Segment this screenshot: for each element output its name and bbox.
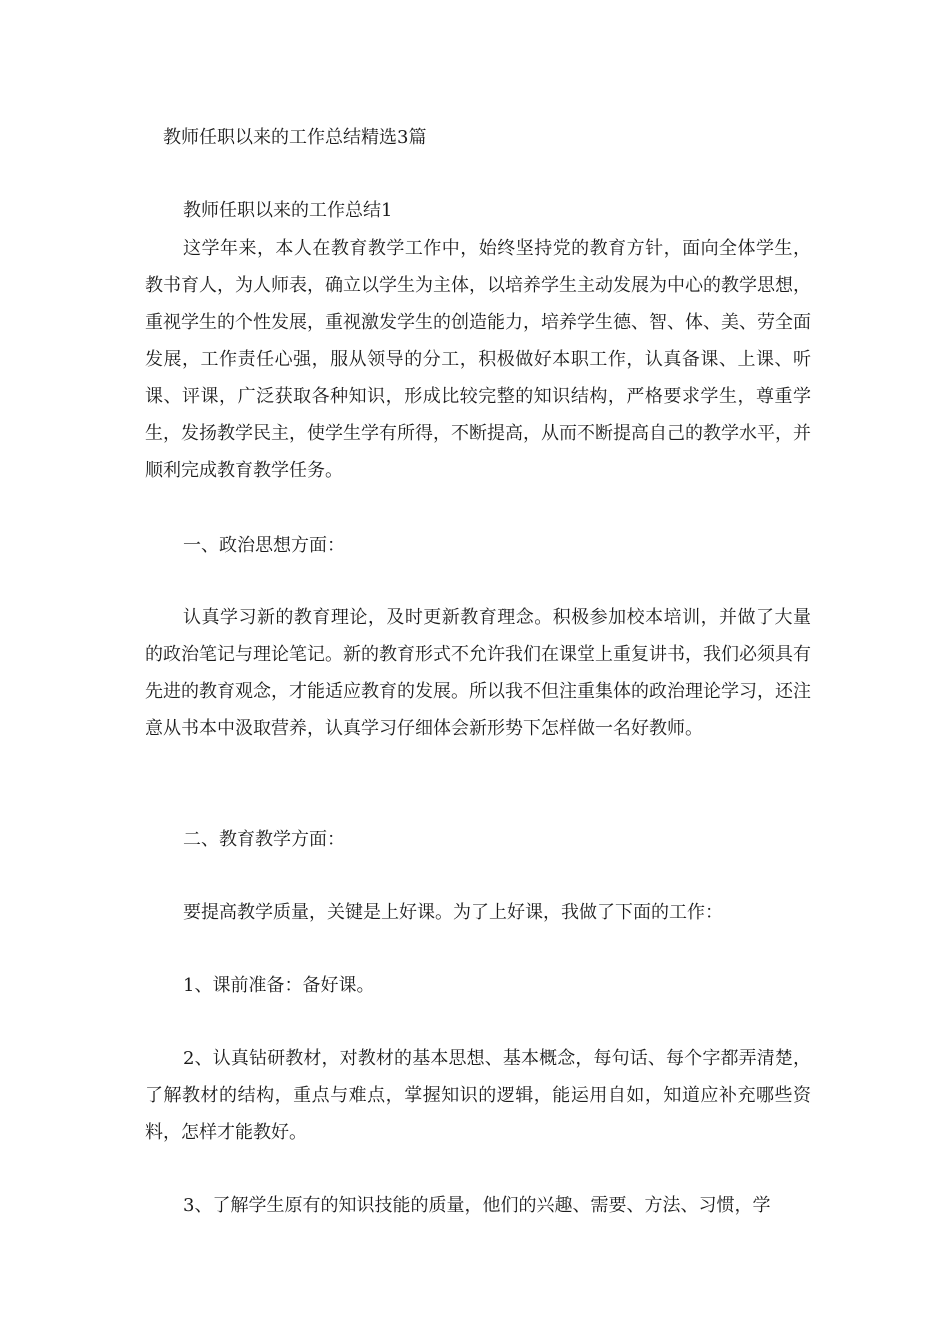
document-title: 教师任职以来的工作总结精选3篇 xyxy=(163,127,427,148)
list-item-1: 1、课前准备：备好课。 xyxy=(183,975,375,996)
section-politics-paragraph: 认真学习新的教育理论，及时更新教育理念。积极参加校本培训，并做了大量的政治笔记与理论笔记。新的教育形式不允许我们在课堂上重复讲书，我们必须具有先进的教育观念，才能适应教育的发展。所以我不但注重集体的政治理论学习，还注意从书本中汲取营养，认真学习仔细体会新形势下怎样做一名好教师。 xyxy=(145,607,811,739)
article-subtitle: 教师任职以来的工作总结1 xyxy=(183,200,393,221)
list-item-2: 2、认真钻研教材，对教材的基本思想、基本概念，每句话、每个字都弄清楚，了解教材的结构，重点与难点，掌握知识的逻辑，能运用自如，知道应补充哪些资料，怎样才能教好。 xyxy=(145,1048,811,1143)
teaching-intro-line: 要提高教学质量，关键是上好课。为了上好课，我做了下面的工作： xyxy=(183,902,723,923)
section-heading-teaching: 二、教育教学方面： xyxy=(183,829,345,850)
list-item-3: 3、了解学生原有的知识技能的质量，他们的兴趣、需要、方法、习惯，学 xyxy=(183,1195,771,1216)
section-heading-politics: 一、政治思想方面： xyxy=(183,535,345,556)
intro-paragraph: 这学年来，本人在教育教学工作中，始终坚持党的教育方针，面向全体学生，教书育人，为人师表，确立以学生为主体，以培养学生主动发展为中心的教学思想，重视学生的个性发展，重视激发学生的创造能力，培养学生德、智、体、美、劳全面发展，工作责任心强，服从领导的分工，积极做好本职工作，认真备课、上课、听课、评课，广泛获取各种知识，形成比较完整的知识结构，严格要求学生，尊重学生，发扬教学民主，使学生学有所得，不断提高，从而不断提高自己的教学水平，并顺利完成教育教学任务。 xyxy=(145,238,811,481)
